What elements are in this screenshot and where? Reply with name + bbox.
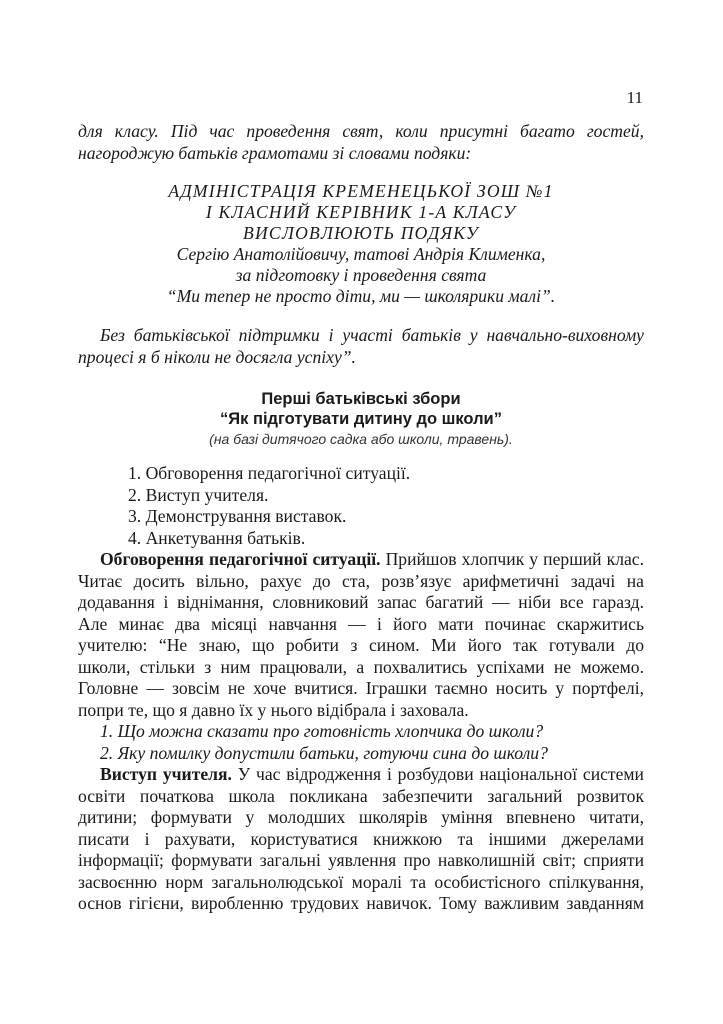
question-item: 2. Яку помилку допустили батьки, готуючи сина до школи? [100,742,548,763]
heading-subtitle: “Як підготувати дитину до школи” [220,410,502,428]
situation-text: Прийшов хлопчик у перший клас. [380,549,644,569]
certificate-line: І КЛАСНИЙ КЕРІВНИК 1-А КЛАСУ [205,202,517,222]
certificate-text [78,181,644,307]
heading-note: (на базі дитячого садка або школи, травень). [209,431,513,447]
situation-first-line [78,549,644,571]
teacher-line: засвоєнню норм загальнолюдської моралі та особистісного спілкування, [78,871,644,892]
agenda-list [128,463,410,549]
intro-line: для класу. Під час проведення свят, коли присутні багато гостей, [78,121,644,141]
situation-line: школи, стільки з ним працювали, а похвалитись успіхами не можемо. [78,656,644,677]
teacher-line: інформації; формувати загальні уявлення про навколишній світ; сприяти [78,850,644,870]
section-heading [78,389,644,449]
agenda-item: 1. Обговорення педагогічної ситуації. [128,463,411,483]
situation-line: Читає досить вільно, рахує до ста, розв’язує арифметичні задачі на [78,570,644,591]
teacher-line: дитини; формувати у молодших школярів уміння впевнено читати, [78,807,644,827]
certificate-line: ВИСЛОВЛЮЮТЬ ПОДЯКУ [243,223,479,243]
teacher-line: освіти початкова школа покликана забезпечити загальний розвиток [78,785,644,806]
certificate-line: АДМІНІСТРАЦІЯ КРЕМЕНЕЦЬКОЇ ЗОШ №1 [168,181,554,201]
quote-paragraph [78,325,644,368]
heading-title: Перші батьківські збори [261,390,461,408]
situation-line: додавання і віднімання, словниковий запас багатий — ніби все гаразд. [78,592,644,612]
situation-line: попри те, що я давно їх у нього відібрала і заховала. [78,699,469,720]
agenda-item: 2. Виступ учителя. [128,484,269,505]
situation-line: Головне — зовсім не хоче вчитися. Іграшки таємно носить у портфелі, [78,678,644,698]
question-item: 1. Що можна сказати про готовність хлопчика до школи? [100,721,544,741]
teacher-line: писати і рахувати, користуватися книжкою та іншими джерелами [78,828,644,849]
teacher-line: основ гігієни, виробленню трудових навичок. Тому важливим завданням [78,893,644,913]
teacher-label: Виступ учителя. [100,764,232,784]
intro-paragraph [78,121,644,164]
teacher-text: У час відродження і розбудови національної системи [231,764,644,784]
situation-line: учителю: “Не знаю, що робити з сином. Ми його так готували до [78,635,644,655]
page-number: 11 [626,88,643,107]
intro-line: нагороджую батьків грамотами зі словами подяки: [78,142,472,163]
certificate-line: Сергію Анатолійовичу, татові Андрія Клименка, [176,244,546,264]
situation-line: Але минає два місяці навчання — і його мати починає скаржитись [78,613,644,634]
teacher-first-line [78,764,644,786]
agenda-item: 3. Демонстрування виставок. [128,506,347,526]
situation-label: Обговорення педагогічної ситуації. [100,549,381,569]
certificate-line: за підготовку і проведення свята [235,265,487,285]
agenda-item: 4. Анкетування батьків. [128,527,306,548]
quote-line: процесі я б ніколи не досягла успіху”. [78,346,356,367]
certificate-line: “Ми тепер не просто діти, ми — школярики малі”. [166,286,556,306]
quote-line: Без батьківської підтримки і участі батьків у навчально-виховному [100,325,644,345]
main-text [78,549,644,915]
